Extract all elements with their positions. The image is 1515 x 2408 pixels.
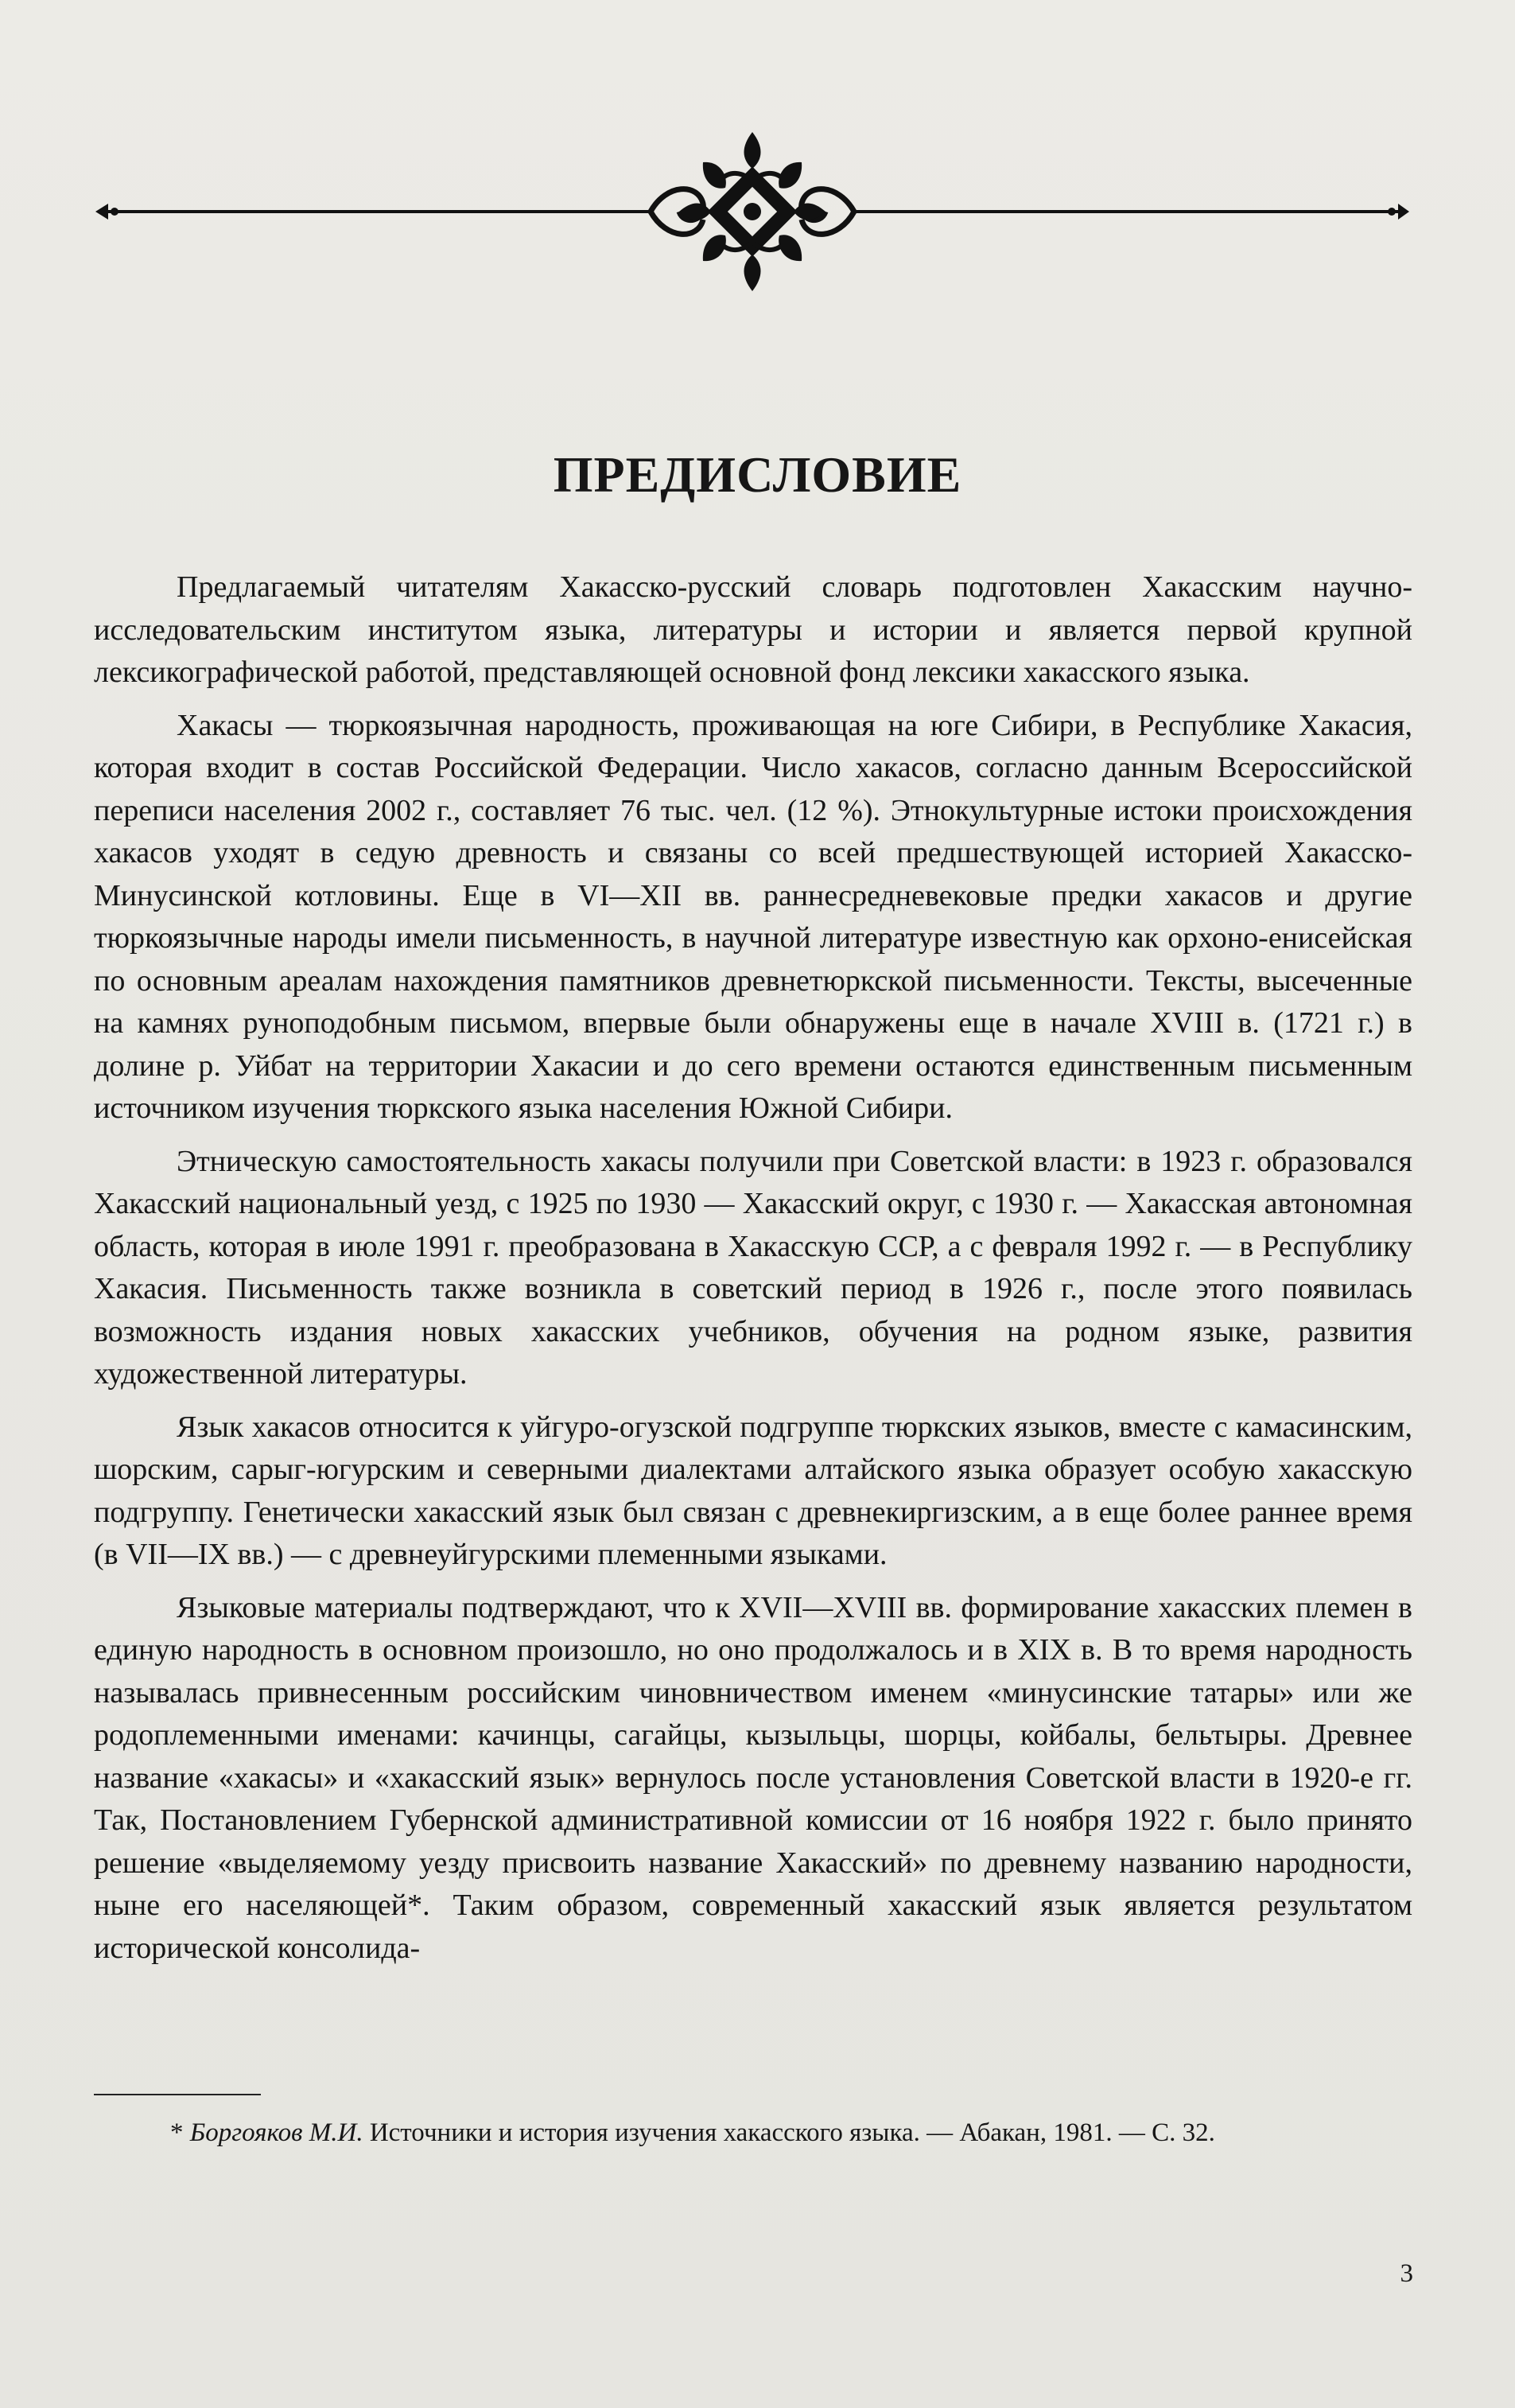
preface-body	[94, 566, 1412, 1980]
ornamental-header-divider	[94, 127, 1411, 302]
paragraph: Языковые материалы подтверждают, что к XVII—XVIII вв. формирование хакасских племен в единую народность в основном произошло, но оно продолжалось и в XIX в. В то время народность называлась привнесенным российским чиновничеством именем «минусинские татары» или же родоплеменными именами: качинцы, сагайцы, кызыльцы, шорцы, койбалы, бельтыры. Древнее название «хакасы» и «хакасский язык» вернулось после установления Советской власти в 1920-е гг. Так, Постановлением Губернской административной комиссии от 16 ноября 1922 г. было принято решение «выделяемому уезду присвоить название Хакасский» по древнему названию народности, ныне его населяющей*. Таким образом, современный хакасский язык является результатом исторической консолида-	[94, 1590, 1412, 1965]
footnote-marker: *	[170, 2118, 184, 2147]
paragraph: Язык хакасов относится к уйгуро-огузской подгруппе тюркских языков, вместе с камасинским, шорским, сарыг-югурским и северными диалектами алтайского языка образует особую хакасскую подгруппу. Генетически хакасский язык был связан с древнекиргизским, а в еще более раннее время (в VII—IX вв.) — с древнеуйгурскими племенными языками.	[94, 1410, 1412, 1571]
page-number: 3	[1400, 2259, 1413, 2288]
paragraph: Хакасы — тюркоязычная народность, проживающая на юге Сибири, в Республике Хакасия, которая входит в состав Российской Федерации. Число хакасов, согласно данным Всероссийской переписи населения 2002 г., составляет 76 тыс. чел. (12 %). Этнокультурные истоки происхождения хакасов уходят в седую древность и связаны со всей предшествующей историей Хакасско-Минусинской котловины. Еще в VI—XII вв. раннесредневековые предки хакасов и другие тюркоязычные народы имели письменность, в научной литературе известную как орхоно-енисейская по основным ареалам нахождения памятников древнетюркской письменности. Тексты, высеченные на камнях руноподобным письмом, впервые были обнаружены еще в начале XVIII в. (1721 г.) в долине р. Уйбат на территории Хакасии и до сего времени остаются единственным письменным источником изучения тюркского языка населения Южной Сибири.	[94, 708, 1412, 1125]
footnote-text: Источники и история изучения хакасского языка. — Абакан, 1981. — С. 32.	[363, 2118, 1215, 2147]
footnote	[94, 2114, 1412, 2152]
page-title: ПРЕДИСЛОВИЕ	[553, 446, 962, 503]
paragraph: Предлагаемый читателям Хакасско-русский словарь подготовлен Хакасским научно-исследовательским институтом языка, литературы и истории и является первой крупной лексикографической работой, представляющей основной фонд лексики хакасского языка.	[94, 570, 1412, 689]
footnote-divider	[94, 2094, 261, 2095]
ornament-icon	[94, 127, 1411, 302]
footnote-author: Боргояков М.И.	[189, 2118, 363, 2147]
paragraph: Этническую самостоятельность хакасы получили при Советской власти: в 1923 г. образовался Хакасский национальный уезд, с 1925 по 1930 — Хакасский округ, с 1930 г. — Хакасская автономная область, которая в июле 1991 г. преобразована в Хакасскую ССР, а с февраля 1992 г. — в Республику Хакасия. Письменность также возникла в советский период в 1926 г., после этого появилась возможность издания новых хакасских учебников, обучения на родном языке, развития художественной литературы.	[94, 1144, 1412, 1391]
